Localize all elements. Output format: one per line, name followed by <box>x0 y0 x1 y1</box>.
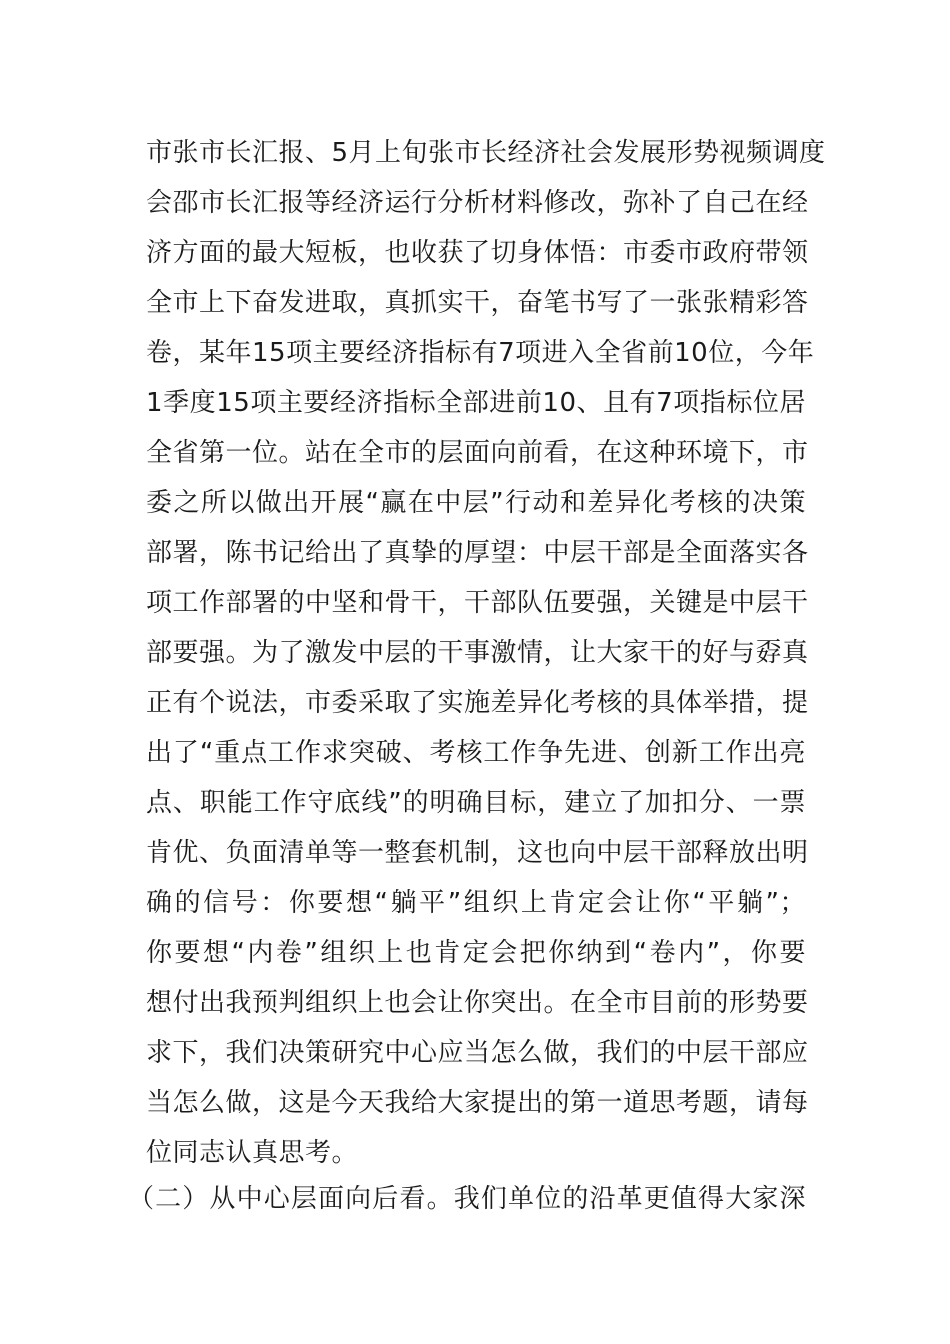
paragraph-line: 确的信号：你要想“躺平”组织上肯定会让你“平躺”； <box>146 888 806 918</box>
paragraph-line: 点、职能工作守底线”的明确目标，建立了加扣分、一票 <box>146 788 806 818</box>
paragraph-line: 当怎么做，这是今天我给大家提出的第一道思考题，请每 <box>146 1088 809 1118</box>
paragraph-line: 1季度15项主要经济指标全部进前10、且有7项指标位居 <box>146 388 806 418</box>
paragraph-line: 会邵市长汇报等经济运行分析材料修改，弥补了自己在经 <box>146 188 809 218</box>
paragraph-line: 部署，陈书记给出了真挚的厚望：中层干部是全面落实各 <box>146 538 809 568</box>
section-heading: （二）从中心层面向后看。我们单位的沿革更值得大家深 <box>128 1184 806 1214</box>
paragraph-line: 位同志认真思考。 <box>146 1138 359 1168</box>
paragraph-line: 委之所以做出开展“赢在中层”行动和差异化考核的决策 <box>146 488 806 518</box>
paragraph-line: 全省第一位。站在全市的层面向前看，在这种环境下，市 <box>146 438 809 468</box>
paragraph-line: 出了“重点工作求突破、考核工作争先进、创新工作出亮 <box>146 738 806 768</box>
paragraph-line: 部要强。为了激发中层的干事激情，让大家干的好与孬真 <box>146 638 809 668</box>
paragraph-line: 济方面的最大短板，也收获了切身体悟：市委市政府带领 <box>146 238 809 268</box>
paragraph-line: 项工作部署的中坚和骨干，干部队伍要强，关键是中层干 <box>146 588 809 618</box>
paragraph-line: 肯优、负面清单等一整套机制，这也向中层干部释放出明 <box>146 838 809 868</box>
paragraph-line: 市张市长汇报、5月上旬张市长经济社会发展形势视频调度 <box>146 138 826 168</box>
body-paragraph <box>146 128 826 1178</box>
paragraph-line: 求下，我们决策研究中心应当怎么做，我们的中层干部应 <box>146 1038 809 1068</box>
paragraph-line: 卷，某年15项主要经济指标有7项进入全省前10位，今年 <box>146 338 815 368</box>
paragraph-line: 你要想“内卷”组织上也肯定会把你纳到“卷内”，你要 <box>146 938 806 968</box>
paragraph-line: 想付出我预判组织上也会让你突出。在全市目前的形势要 <box>146 988 809 1018</box>
paragraph-line: 全市上下奋发进取，真抓实干，奋笔书写了一张张精彩答 <box>146 288 809 318</box>
paragraph-line: 正有个说法，市委采取了实施差异化考核的具体举措，提 <box>146 688 809 718</box>
